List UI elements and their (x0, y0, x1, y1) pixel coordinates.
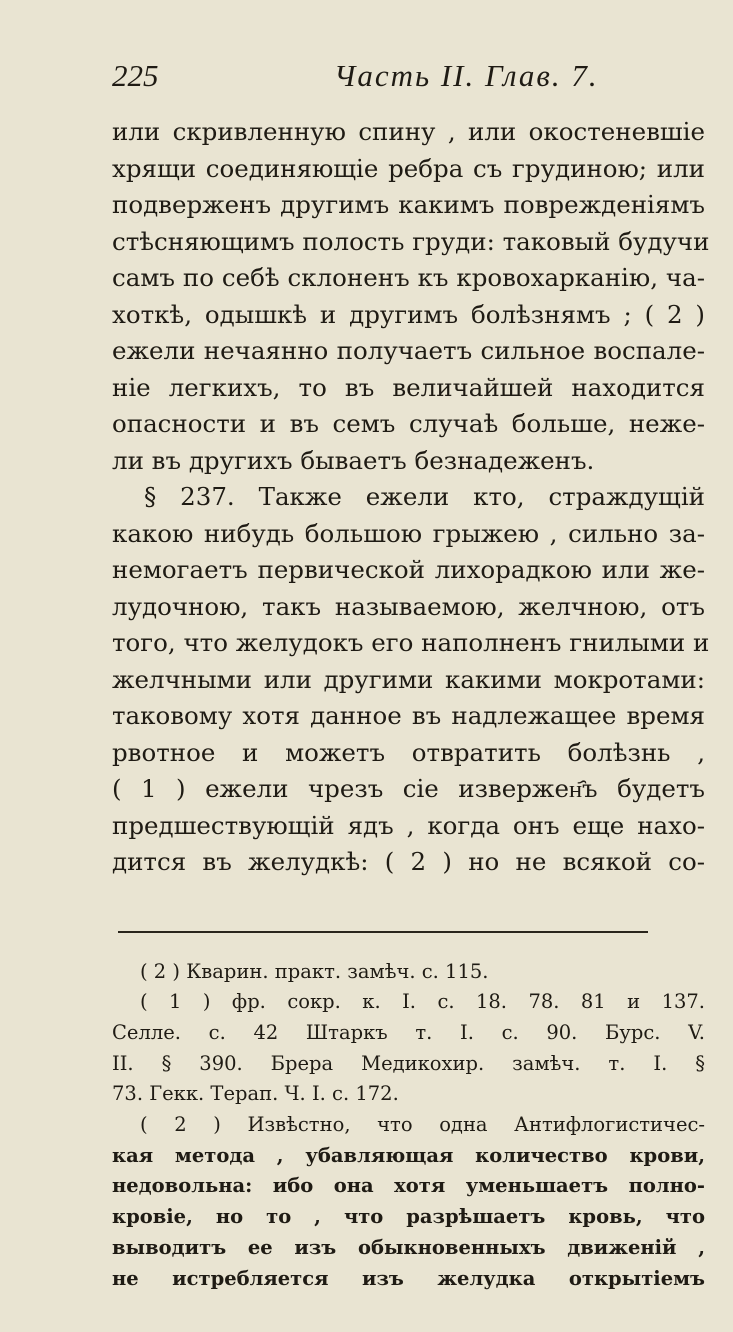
text-line: таковому хотя данное въ надлежащее время (112, 701, 705, 730)
text-line: ли въ другихъ бываетъ безнадеженъ. (112, 445, 595, 475)
footnote-line: ( 2 ) Извѣстно, что одна Антифлогистичес- (140, 1113, 705, 1137)
text-line: какою нибудь большою грыжею , сильно за- (112, 518, 705, 548)
footnote-line: выводитъ ее изъ обыкновенныхъ движеній , (112, 1235, 705, 1259)
text-line: самъ по себѣ склоненъ къ кровохарканію, ча- (112, 263, 705, 292)
text-line: опасности и въ семъ случаѣ больше, нежe- (112, 409, 705, 438)
main-text (112, 114, 710, 881)
text-line: дится въ желудкѣ: ( 2 ) но не всякой со- (112, 847, 705, 876)
footnote-line: ( 1 ) фр. сокр. к. I. с. 18. 78. 81 и 137. (140, 990, 705, 1014)
text-line: ( 1 ) ежели чрезъ сіе извержен҄ъ будетъ (112, 774, 705, 803)
text-line: подверженъ другимъ какимъ поврежденіямъ (112, 190, 705, 219)
text-line: желчными или другими какими мокротами: (112, 664, 705, 694)
text-line: лудочною, такъ называемою, желчною, отъ (112, 591, 705, 621)
section-heading-line: § 237. Также ежели кто, страждущій (144, 482, 705, 511)
footnote-line: не истребляется изъ желудка открытіемъ (112, 1266, 705, 1290)
footnote-line: недовольна: ибо она хотя уменьшаетъ полно- (112, 1174, 705, 1198)
footnote-line: II. § 390. Брера Медикохир. замѣч. т. I. § (112, 1051, 705, 1075)
footnote-line: Селле. с. 42 Штаркъ т. I. с. 90. Бурс. V. (112, 1020, 705, 1044)
text-line: стѣсняющимъ полость груди: таковый будучи (112, 226, 710, 256)
text-line: того, что желудокъ его наполненъ гнилыми и (112, 628, 710, 657)
page-header (112, 58, 705, 114)
text-line: хоткѣ, одышкѣ и другимъ болѣзнямъ ; ( 2 ) (112, 299, 705, 329)
text-line: хрящи соединяющіе ребра съ грудиною; или (112, 153, 705, 183)
page-number: 225 (112, 58, 159, 93)
text-line: ежели нечаянно получаетъ сильное воспале- (112, 336, 705, 365)
footnote-line: ( 2 ) Кварин. практ. замѣч. с. 115. (140, 959, 489, 983)
footnote-divider (118, 931, 648, 933)
text-line: рвотное и можетъ отвратить болѣзнь , (112, 737, 705, 767)
running-head: Часть II. Глав. 7. (334, 58, 599, 93)
text-line: предшествующій ядъ , когда онъ еще нахо- (112, 810, 705, 840)
text-line: ніе легкихъ, то въ величайшей находится (112, 372, 705, 402)
footnote-line: 73. Гекк. Терап. Ч. I. с. 172. (112, 1082, 399, 1106)
text-line: или скривленную спину , или окостеневшіе (112, 117, 705, 146)
footnote-line: кровіе, но то , что разрѣшаетъ кровь, что (112, 1205, 705, 1229)
footnotes (112, 957, 705, 1295)
footnote-line: кая метода , убавляющая количество крови, (112, 1143, 705, 1167)
text-line: немогаетъ первической лихорадкою или же- (112, 555, 705, 584)
